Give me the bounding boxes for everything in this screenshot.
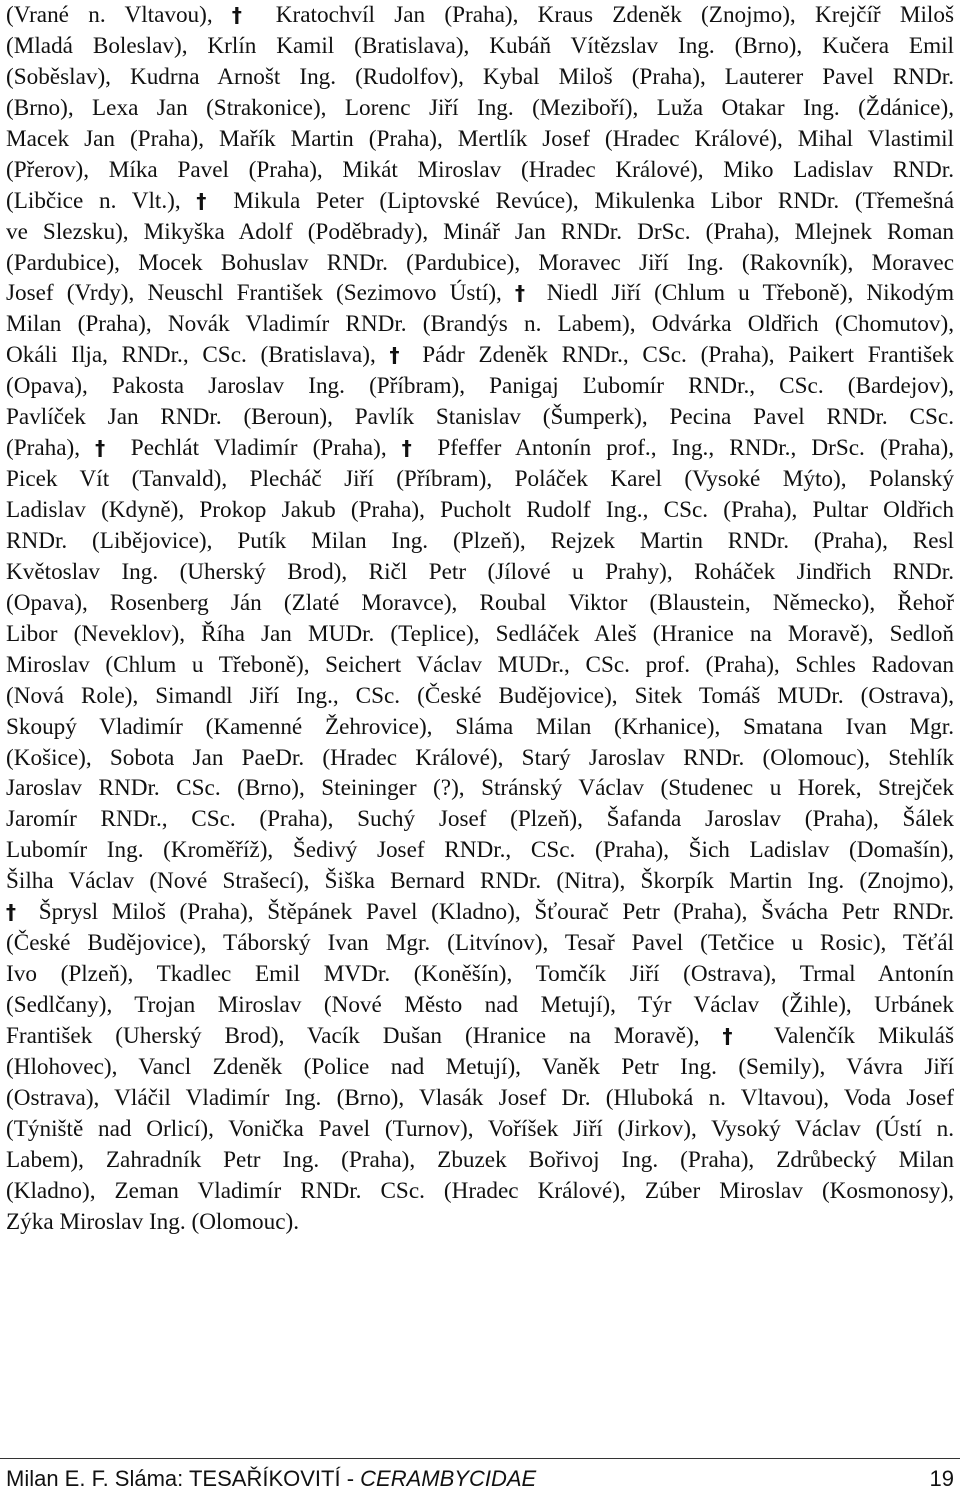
text-segment: Ivo (Plzeň), Tkadlec Emil MVDr. (Koněšín), Tomčík Jiří (Ostrava), Trmal Antonín [6,961,954,988]
text-segment: Mikula Peter (Liptovské Revúce), Mikulenka Libor RNDr. (Třemešná [233,187,955,214]
text-segment: Josef (Vrdy), Neuschl František (Sezimovo Ústí), [6,280,515,307]
text-line [6,1021,954,1052]
text-segment: (Košice), Sobota Jan PaeDr. (Hradec Králové), Starý Jaroslav RNDr. (Olomouc), Stehlík [6,744,954,771]
text-segment: (Pardubice), Mocek Bohuslav RNDr. (Pardubice), Moravec Jiří Ing. (Rakovník), Moravec [6,249,954,276]
footer-running-title [6,1466,536,1492]
text-line [6,712,954,743]
footer-author-title: Milan E. F. Sláma: TESAŘÍKOVITÍ - [6,1466,361,1491]
text-line [6,928,954,959]
text-segment: Valenčík Mikuláš [773,1022,954,1049]
text-segment: Libor (Neveklov), Říha Jan MUDr. (Teplice), Sedláček Aleš (Hranice na Moravě), Sedloň [6,620,954,647]
text-line [6,1083,954,1114]
text-line [6,1145,954,1176]
text-line [6,340,954,371]
deceased-cross-mark: † [401,436,438,461]
text-line [6,897,954,928]
text-segment: (Praha), [6,435,96,462]
text-segment: Miroslav (Chlum u Třeboně), Seichert Václav MUDr., CSc. prof. (Praha), Schles Radovan [6,651,954,678]
footer-family-name: CERAMBYCIDAE [360,1466,537,1491]
text-segment: (Týniště nad Orlicí), Vonička Pavel (Turnov), Voříšek Jiří (Jirkov), Vysoký Václav (Ústí n. [6,1115,954,1142]
text-line [6,371,954,402]
text-line [6,1176,954,1207]
deceased-cross-mark: † [515,281,547,306]
text-line [6,804,954,835]
page-footer [6,1466,954,1496]
deceased-cross-mark: † [231,3,276,27]
text-line [6,557,954,588]
text-segment: (České Budějovice), Táborský Ivan Mgr. (Litvínov), Tesař Pavel (Tetčice u Rosic), Těťál [6,930,954,957]
text-line [6,31,954,62]
text-line [6,248,954,279]
text-segment: Pechlát Vladimír (Praha), [130,435,402,462]
text-segment: (Libčice n. Vlt.), [6,187,197,214]
text-line [6,464,954,495]
footer-divider [0,1458,960,1459]
text-segment: Květoslav Ing. (Uherský Brod), Ričl Petr (Jílové u Prahy), Roháček Jindřich RNDr. [6,558,954,585]
text-segment: (Kladno), Zeman Vladimír RNDr. CSc. (Hradec Králové), Zúber Miroslav (Kosmonosy), [6,1177,954,1204]
text-segment: Kratochvíl Jan (Praha), Kraus Zdeněk (Znojmo), Krejčíř Miloš [275,2,954,28]
deceased-cross-mark: † [389,343,423,368]
text-line [6,0,954,31]
text-line [6,402,954,433]
text-segment: (Přerov), Míka Pavel (Praha), Mikát Miroslav (Hradec Králové), Miko Ladislav RNDr. [6,156,954,183]
text-line [6,1207,954,1238]
text-segment: Šilha Václav (Nové Strašecí), Šiška Bernard RNDr. (Nitra), Škorpík Martin Ing. (Znojmo), [6,868,954,895]
text-line [6,619,954,650]
text-segment: Niedl Jiří (Chlum u Třeboně), Nikodým [546,280,954,307]
text-segment: (Mladá Boleslav), Krlín Kamil (Bratislava), Kubáň Vítězslav Ing. (Brno), Kučera Emil [6,32,954,59]
text-segment: Pádr Zdeněk RNDr., CSc. (Praha), Paikert František [422,342,954,369]
text-segment: Labem), Zahradník Petr Ing. (Praha), Zbuzek Bořivoj Ing. (Praha), Zdrůbecký Milan [6,1146,954,1173]
text-line [6,588,954,619]
text-line [6,155,954,186]
text-segment: Pfeffer Antonín prof., Ing., RNDr., DrSc. (Praha), [437,435,954,462]
text-segment: František (Uherský Brod), Vacík Dušan (Hranice na Moravě), [6,1022,723,1049]
text-segment: (Vrané n. Vltavou), [6,2,232,28]
text-segment: (Ostrava), Vláčil Vladimír Ing. (Brno), Vlasák Josef Dr. (Hluboká n. Vltavou), Voda Josef [6,1084,954,1111]
text-line [6,93,954,124]
text-line [6,124,954,155]
page-number: 19 [929,1466,954,1491]
text-line [6,743,954,774]
page-body [6,0,954,1238]
deceased-cross-mark: † [95,436,131,461]
text-segment: Zýka Miroslav Ing. (Olomouc). [6,1208,300,1235]
text-segment: ve Slezsku), Mikyška Adolf (Poděbrady), Minář Jan RNDr. DrSc. (Praha), Mlejnek Roman [6,218,954,245]
text-segment: (Opava), Pakosta Jaroslav Ing. (Příbram), Panigaj Ľubomír RNDr., CSc. (Bardejov), [6,373,954,400]
text-segment: Okáli Ilja, RNDr., CSc. (Bratislava), [6,342,390,369]
text-line [6,526,954,557]
text-line [6,835,954,866]
deceased-cross-mark: † [196,188,234,213]
text-line [6,433,954,464]
text-line [6,773,954,804]
text-line [6,1114,954,1145]
text-segment: Lubomír Ing. (Kroměříž), Šedivý Josef RNDr., CSc. (Praha), Šich Ladislav (Domašín), [6,837,954,864]
text-line [6,278,954,309]
text-segment: Picek Vít (Tanvald), Plecháč Jiří (Příbram), Poláček Karel (Vysoké Mýto), Polanský [6,466,954,493]
text-line [6,681,954,712]
text-line [6,1052,954,1083]
text-line [6,650,954,681]
text-segment: RNDr. (Libějovice), Putík Milan Ing. (Plzeň), Rejzek Martin RNDr. (Praha), Resl [6,527,954,554]
text-line [6,959,954,990]
text-line [6,309,954,340]
text-segment: (Nová Role), Simandl Jiří Ing., CSc. (České Budějovice), Sitek Tomáš MUDr. (Ostrava), [6,682,954,709]
text-segment: Milan (Praha), Novák Vladimír RNDr. (Brandýs n. Labem), Odvárka Oldřich (Chomutov), [6,311,954,338]
text-segment: (Brno), Lexa Jan (Strakonice), Lorenc Jiří Ing. (Meziboří), Luža Otakar Ing. (Ždánice), [6,94,954,121]
text-segment: (Opava), Rosenberg Ján (Zlaté Moravce), Roubal Viktor (Blaustein, Německo), Řehoř [6,589,954,616]
deceased-cross-mark: † [722,1023,774,1048]
text-segment: (Hlohovec), Vancl Zdeněk (Police nad Metují), Vaněk Petr Ing. (Semily), Vávra Jiří [6,1053,954,1080]
text-line [6,186,954,217]
text-segment: Jaroslav RNDr. CSc. (Brno), Steininger (?), Stránský Václav (Studenec u Horek, Strejček [6,775,954,802]
deceased-cross-mark: † [6,900,39,925]
text-segment: Macek Jan (Praha), Mařík Martin (Praha), Mertlík Josef (Hradec Králové), Mihal Vlastimil [6,125,954,152]
text-segment: Jaromír RNDr., CSc. (Praha), Suchý Josef (Plzeň), Šafanda Jaroslav (Praha), Šálek [6,806,954,833]
text-segment: Šprysl Miloš (Praha), Štěpánek Pavel (Kladno), Šťourač Petr (Praha), Švácha Petr RNDr. [38,899,955,926]
text-line [6,866,954,897]
text-segment: Pavlíček Jan RNDr. (Beroun), Pavlík Stanislav (Šumperk), Pecina Pavel RNDr. CSc. [6,404,954,431]
text-segment: Skoupý Vladimír (Kamenné Žehrovice), Sláma Milan (Krhanice), Smatana Ivan Mgr. [6,713,954,740]
text-line [6,990,954,1021]
text-line [6,217,954,248]
text-segment: (Sedlčany), Trojan Miroslav (Nové Město nad Metují), Týr Václav (Žihle), Urbánek [6,992,954,1018]
text-line [6,495,954,526]
text-segment: (Soběslav), Kudrna Arnošt Ing. (Rudolfov), Kybal Miloš (Praha), Lauterer Pavel RNDr. [6,63,954,90]
text-line [6,62,954,93]
text-segment: Ladislav (Kdyně), Prokop Jakub (Praha), Pucholt Rudolf Ing., CSc. (Praha), Pultar Oldřich [6,497,954,523]
